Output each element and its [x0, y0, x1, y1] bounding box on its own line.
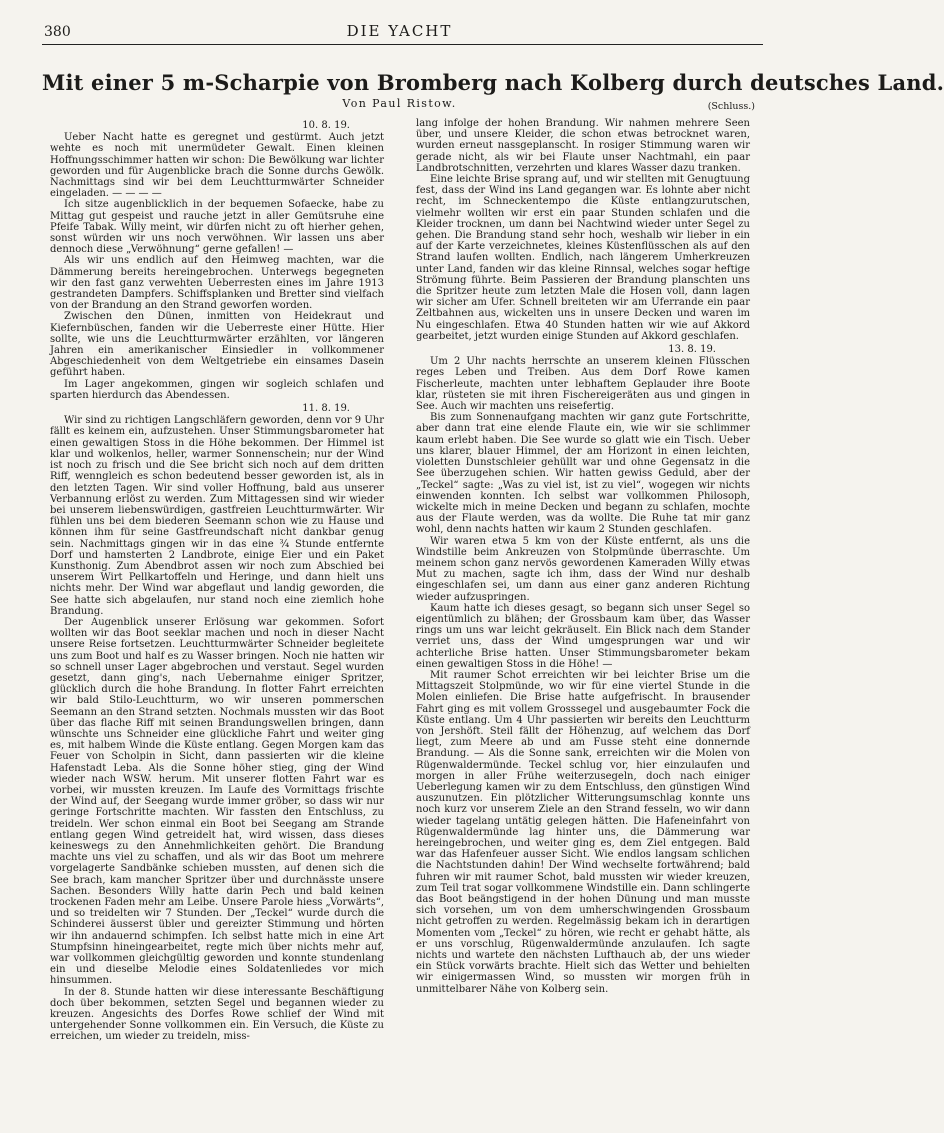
paragraph: Im Lager angekommen, gingen wir sogleich schlafen und sparten hierdurch das Abendessen.: [50, 378, 384, 401]
article-title: Mit einer 5 m-Scharpie von Bromberg nach Kolberg durch deutsches Land.: [42, 70, 944, 95]
paragraph: Ich sitze augenblicklich in der bequemen Sofaecke, habe zu Mittag gut gespeist und rauche jetzt in aller Gemütsruhe eine Pfeife Tabak. Willy meint, wir dürfen nicht zu oft hierher gehen, sonst würden wir uns noch verwöhnen. Wir lassen uns aber dennoch diese „Verwöhnung“ gerne gefallen! —: [50, 199, 384, 256]
paragraph: Bis zum Sonnenaufgang machten wir ganz gute Fortschritte, aber dann trat eine elende Flaute ein, wie wir sie schlimmer kaum erlebt haben. Die See wurde so glatt wie ein Tisch. Ueber uns klarer, blauer Himmel, der am Horizont in einen leichten, violetten Dunstschleier gehüllt war und ohne Gegensatz in die See überzugehen schien. Wir hatten gewiss Geduld, aber der „Teckel“ sagte: „Was zu viel ist, ist zu viel“, wogegen wir nichts einwenden konnten. Ich selbst war vollkommen Philosoph, wickelte mich in meine Decken und begann zu schlafen, mochte aus der Flaute werden, was da wollte. Die Ruhe tat mir ganz wohl, denn nachts hatten wir kaum 2 Stunden geschlafen.: [416, 412, 750, 536]
paragraph: Zwischen den Dünen, inmitten von Heidekraut und Kiefernbüschen, fanden wir die Ueberreste einer Hütte. Hier sollte, wie uns die Leuchtturmwärter erzählten, vor längeren Jahren ein amerikanischer Einsiedler in vollkommener Abgeschiedenheit von dem Weltgetriebe ein einsames Dasein geführt haben.: [50, 311, 384, 379]
paragraph: Um 2 Uhr nachts herrschte an unserem kleinen Flüsschen reges Leben und Treiben. Aus dem Dorf Rowe kamen Fischerleute, machten unter lebhaftem Geplauder ihre Boote klar, rüsteten sie mit ihren Fischereigeräten aus und gingen in See. Auch wir machten uns reisefertig.: [416, 356, 750, 413]
header-rule: [42, 44, 763, 45]
paragraph: Kaum hatte ich dieses gesagt, so begann sich unser Segel so eigentümlich zu blähen; der Grossbaum kam über, das Wasser rings um uns war leicht gekräuselt. Ein Blick nach dem Stander verriet uns, dass der Wind umgesprungen war und wir achterliche Brise hatten. Unser Stimmungsbarometer bekam einen gewaltigen Stoss in die Höhe! —: [416, 602, 750, 670]
paragraph: Wir sind zu richtigen Langschläfern geworden, denn vor 9 Uhr fällt es keinem ein, aufzustehen. Unser Stimmungsbarometer hat einen gewaltigen Stoss in die Höhe bekommen. Der Himmel ist klar und wolkenlos, heller, warmer Sonnenschein; nur der Wind ist noch zu frisch und die See bricht sich noch auf dem dritten Riff, wenngleich es schon bedeutend besser geworden ist, als in den letzten Tagen. Wir sind voller Hoffnung, bald aus unserer Verbannung erlöst zu werden. Zum Mittagessen sind wir wieder bei unserem liebenswürdigen, gastfreien Leuchtturmwärter. Wir fühlen uns bei dem biederen Seemann schon wie zu Hause und können ihm für seine Gastfreundschaft nicht dankbar genug sein. Nachmittags gingen wir in das eine ¾ Stunde entfernte Dorf und hamsterten 2 Landbrote, einige Eier und ein Paket Kunsthonig. Zum Abendbrot assen wir noch zum Abschied bei unserem Wirt Pellkartoffeln und Heringe, und dann hielt uns nichts mehr. Der Wind war abgeflaut und landig geworden, die See hatte sich abgelaufen, nur stand noch eine ziemlich hohe Brandung.: [50, 415, 384, 617]
paragraph: In der 8. Stunde hatten wir diese interessante Beschäftigung doch über bekommen, setzten Segel und begannen wieder zu kreuzen. Angesichts des Dorfes Rowe schlief der Wind mit untergehender Sonne vollkommen ein. Ein Versuch, die Küste zu erreichen, um wieder zu treideln, miss-: [50, 986, 384, 1043]
paragraph: Als wir uns endlich auf den Heimweg machten, war die Dämmerung bereits hereingebrochen. Unterwegs begegneten wir den fast ganz verwehten Ueberresten eines im Jahre 1913 gestrandeten Dampfers. Schiffsplanken und Bretter sind vielfach von der Brandung an den Strand geworfen worden.: [50, 255, 384, 312]
entry-date: 11. 8. 19.: [302, 403, 350, 415]
paragraph: Mit raumer Schot erreichten wir bei leichter Brise um die Mittagszeit Stolpmünde, wo wir für eine viertel Stunde in die Molen einliefen. Die Brise hatte aufgefrischt. In brausender Fahrt ging es mit vollem Grosssegel und ausgebaumter Fock die Küste entlang. Um 4 Uhr passierten wir bereits den Leuchtturm von Jershöft. Steil fällt der Höhenzug, auf welchem das Dorf liegt, zum Meere ab und am Fusse steht eine donnernde Brandung. — Als die Sonne sank, erreichten wir die Molen von Rügenwaldermünde. Teckel schlug vor, hier einzulaufen und morgen in aller Frühe weiterzusegeln, doch nach einiger Ueberlegung kamen wir zu dem Entschluss, den günstigen Wind auszunutzen. Ein plötzlicher Witterungsumschlag konnte uns noch kurz vor unserem Ziele an den Strand fesseln, wo wir dann wieder tagelang untätig gelegen hätten. Die Hafeneinfahrt von Rügenwaldermünde lag hinter uns, die Dämmerung war hereingebrochen, und weiter ging es, dem Ziel entgegen. Bald war das Hafenfeuer ausser Sicht. Wie endlos langsam schlichen die Nachtstunden dahin! Der Wind wechselte fortwährend; bald fuhren wir mit raumer Schot, bald mussten wir wieder kreuzen, zum Teil trat sogar vollkommene Windstille ein. Dann schlingerte das Boot beängstigend in der hohen Dünung und man musste sich vorsehen, um von dem umherschwingenden Grossbaum nicht getroffen zu werden. Regelmässig bekam ich in derartigen Momenten vom „Teckel“ zu hören, wie recht er gehabt hätte, als er uns vorschlug, Rügenwaldermünde anzulaufen. Ich sagte nichts und wartete den nächsten Lufthauch ab, der uns wieder ein Stück vorwärts brachte. Hielt sich das Wetter und behielten wir einigermassen Wind, so mussten wir morgen früh in unmittelbarer Nähe von Kolberg sein.: [416, 669, 750, 995]
entry-date: 13. 8. 19.: [668, 344, 716, 356]
paragraph: Ueber Nacht hatte es geregnet und gestürmt. Auch jetzt wehte es noch mit unermüdeter Gewalt. Einen kleinen Hoffnungsschimmer hatten wir schon: Die Bewölkung war lichter geworden und für Augenblicke brach die Sonne durchs Gewölk. Nachmittags sind wir bei dem Leuchtturmwärter Schneider eingeladen. — — — —: [50, 132, 384, 200]
left-column: [50, 118, 384, 1118]
paragraph: Der Augenblick unserer Erlösung war gekommen. Sofort wollten wir das Boot seeklar machen und noch in dieser Nacht unsere Reise fortsetzen. Leuchtturmwärter Schneider begleitete uns zum Boot und half es zu Wasser bringen. Noch nie hatten wir so schnell unser Lager abgebrochen und verstaut. Segel wurden gesetzt, dann ging's, nach Uebernahme einiger Spritzer, glücklich durch die hohe Brandung. In flotter Fahrt erreichten wir bald Stilo-Leuchtturm, wo wir unseren pommerschen Seemann an den Strand setzten. Nochmals mussten wir das Boot über das flache Riff mit seinen Brandungswellen bringen, dann wünschte uns Schneider eine glückliche Fahrt und weiter ging es, mit halbem Winde die Küste entlang. Gegen Morgen kam das Feuer von Scholpin in Sicht, dann passierten wir die kleine Hafenstadt Leba. Als die Sonne höher stieg, ging der Wind wieder nach WSW. herum. Mit unserer flotten Fahrt war es vorbei, wir mussten kreuzen. Im Laufe des Vormittags frischte der Wind auf, der Seegang wurde immer gröber, so dass wir nur geringe Fortschritte machten. Wir fassten den Entschluss, zu treideln. Wer schon einmal ein Boot bei Seegang am Strande entlang gegen Wind getreidelt hat, wird wissen, dass dieses keineswegs zu den Annehmlichkeiten gehört. Die Brandung machte uns viel zu schaffen, und als wir das Boot um mehrere vorgelagerte Sandbänke schieben mussten, auf denen sich die See brach, kam mancher Spritzer über und durchnässte unsere Sachen. Besonders Willy hatte darin Pech und bald keinen trockenen Faden mehr am Leibe. Unsere Parole hiess „Vorwärts“, und so treidelten wir 7 Stunden. Der „Teckel“ wurde durch die Schinderei äusserst übler und gereizter Stimmung und hörten wir ihn andauernd schimpfen. Ich selbst hatte mich in eine Art Stumpfsinn hineingearbeitet, regte mich über nichts mehr auf, war vollkommen gleichgültig geworden und konnte stundenlang ein und dieselbe Melodie eines Soldatenliedes vor mich hinsummen.: [50, 616, 385, 987]
page-number: 380: [44, 24, 71, 40]
right-column: [416, 118, 750, 1118]
entry-date: 10. 8. 19.: [302, 120, 350, 131]
running-title: DIE YACHT: [346, 22, 453, 40]
paragraph: Eine leichte Brise sprang auf, und wir stellten mit Genugtuung fest, dass der Wind ins Land gegangen war. Es lohnte aber nicht recht, im Schneckentempo die Küste entlangzurutschen, vielmehr wollten wir erst ein paar Stunden schlafen und die Kleider trocknen, um dann bei Nachtwind wieder unter Segel zu gehen. Die Brandung stand sehr hoch, weshalb wir lieber in ein auf der Karte verzeichnetes, kleines Küstenflüsschen als auf den Strand laufen wollten. Endlich, nach längerem Umherkreuzen unter Land, fanden wir das kleine Rinnsal, welches sogar heftige Strömung führte. Beim Passieren der Brandung planschten uns die Spritzer heute zum letzten Male die Hosen voll, dann lagen wir sicher am Ufer. Schnell breiteten wir am Uferrande ein paar Zeltbahnen aus, wickelten uns in unsere Decken und waren im Nu eingeschlafen. Etwa 40 Stunden hatten wir wie auf Akkord gearbeitet, jetzt wurden einige Stunden auf Akkord geschlafen.: [416, 174, 750, 342]
continuation-note: (Schluss.): [707, 101, 755, 112]
article-byline: Von Paul Ristow.: [342, 97, 457, 110]
paragraph: lang infolge der hohen Brandung. Wir nahmen mehrere Seen über, und unsere Kleider, die schon etwas betrocknet waren, wurden erneut nassgeplanscht. In rosiger Stimmung waren wir gerade nicht, als wir bei Flaute unser Nachtmahl, ein paar Landbrotschnitten, verzehrten und klares Wasser dazu tranken.: [416, 118, 750, 174]
paragraph: Wir waren etwa 5 km von der Küste entfernt, als uns die Windstille beim Ankreuzen von Stolpmünde überraschte. Um meinem schon ganz nervös gewordenen Kameraden Willy etwas Mut zu machen, sagte ich ihm, dass der Wind nur deshalb eingeschlafen sei, um dann aus einer ganz anderen Richtung wieder aufzuspringen.: [416, 535, 750, 603]
